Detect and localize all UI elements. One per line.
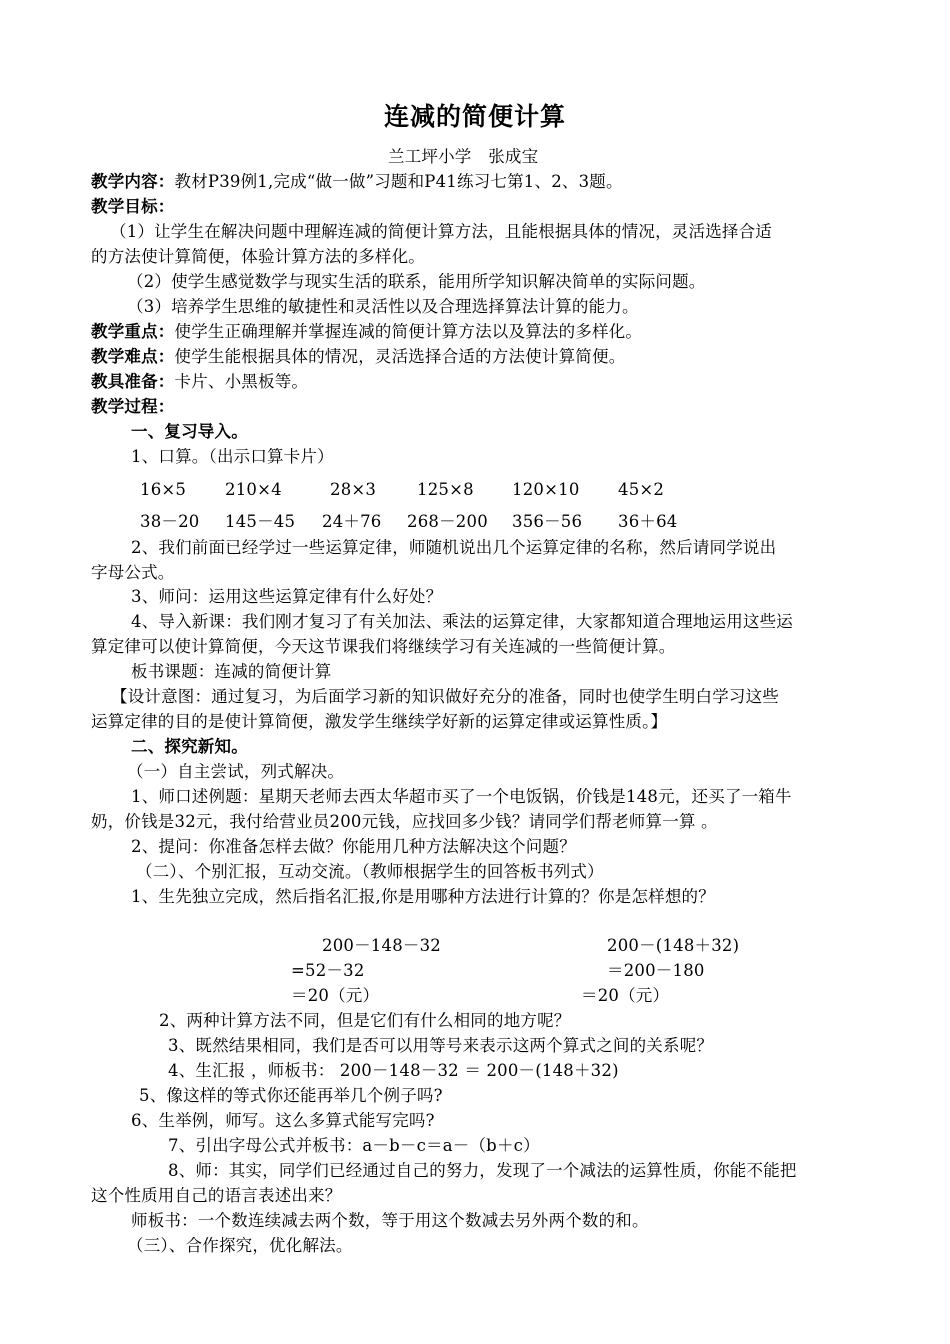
design-intent-line-2: 运算定律的目的是使计算简便，激发学生继续学好新的运算定律或运算性质。】 <box>91 712 668 731</box>
difficulty-text: 使学生能根据具体的情况，灵活选择合适的方法使计算简便。 <box>174 347 626 366</box>
materials-label: 教具准备： <box>91 372 175 391</box>
goal-2: （2）使学生感觉数学与现实生活的联系，能用所学知识解决简单的实际问题。 <box>127 272 706 291</box>
mental-item: 45×2 <box>618 480 665 499</box>
key-point-line <box>91 321 642 343</box>
mental-item: 210×4 <box>225 480 282 499</box>
content-text: 教材P39例1,完成“做一做”习题和P41练习七第1、2、3题。 <box>174 172 623 191</box>
mental-item: 268－200 <box>407 512 488 531</box>
design-intent-line-1: 【设计意图：通过复习，为后面学习新的知识做好充分的准备，同时也使学生明白学习这些 <box>111 687 779 706</box>
goal-1-line-2: 的方法使计算简便，体验计算方法的多样化。 <box>91 247 425 266</box>
goal-3: （3）培养学生思维的敏捷性和灵活性以及合理选择算法计算的能力。 <box>127 297 639 316</box>
step-7: 7、引出字母公式并板书：a－b－c＝a－（b＋c） <box>168 1136 540 1155</box>
board-property: 师板书：一个数连续减去两个数，等于用这个数减去另外两个数的和。 <box>131 1211 649 1230</box>
calc-right-step: ＝20（元） <box>581 986 670 1005</box>
subsection-3: （三）、合作探究，优化解法。 <box>127 1236 353 1255</box>
review-item-4-line-1: 4、导入新课：我们刚才复习了有关加法、乘法的运算定律，大家都知道合理地运用这些运 <box>131 612 793 631</box>
mental-item: 120×10 <box>512 480 580 499</box>
step-2: 2、两种计算方法不同，但是它们有什么相同的地方呢？ <box>159 1011 571 1030</box>
mental-item: 28×3 <box>330 480 377 499</box>
review-item-2-line-2: 字母公式。 <box>91 563 175 582</box>
example-line-1: 1、师口述例题：星期天老师去西太华超市买了一个电饭锅，价钱是148元，还买了一箱牛 <box>131 787 792 806</box>
section-1-heading: 一、复习导入。 <box>131 422 248 441</box>
step-8-line-1: 8、师：其实，同学们已经通过自己的努力，发现了一个减法的运算性质，你能不能把 <box>168 1161 797 1180</box>
mental-item: 38－20 <box>140 512 200 531</box>
step-5: 5、像这样的等式你还能再举几个例子吗? <box>139 1086 443 1105</box>
process-label: 教学过程： <box>91 397 175 416</box>
author-line: 兰工坪小学 张成宝 <box>388 147 539 166</box>
content-label: 教学内容： <box>91 172 175 191</box>
calc-right-step: ＝200－180 <box>607 961 705 980</box>
mental-item: 356－56 <box>512 512 583 531</box>
materials-text: 卡片、小黑板等。 <box>174 372 309 391</box>
question-line: 2、提问：你准备怎样去做？你能用几种方法解决这个问题？ <box>131 837 576 856</box>
calc-left-step: =52－32 <box>291 961 365 980</box>
goal-1-line-1: （1）让学生在解决问题中理解连减的简便计算方法，且能根据具体的情况，灵活选择合适 <box>110 222 772 241</box>
subsection-1: （一）自主尝试，列式解决。 <box>127 762 345 781</box>
key-point-text: 使学生正确理解并掌握连减的简便计算方法以及算法的多样化。 <box>174 322 643 341</box>
calc-left-step: ＝20（元） <box>291 986 380 1005</box>
mental-math-intro: 1、口算。（出示口算卡片） <box>131 447 334 466</box>
mental-item: 24＋76 <box>322 512 382 531</box>
step-3: 3、既然结果相同，我们是否可以用等号来表示这两个算式之间的关系呢？ <box>168 1036 714 1055</box>
review-item-2-line-1: 2、我们前面已经学过一些运算定律，师随机说出几个运算定律的名称，然后请同学说出 <box>131 538 777 557</box>
mental-item: 36＋64 <box>618 512 678 531</box>
section-2-heading: 二、探究新知。 <box>131 737 248 756</box>
review-item-4-line-2: 算定律可以使计算简便，今天这节课我们将继续学习有关连减的一些简便计算。 <box>91 637 676 656</box>
calc-right-step: 200－(148＋32) <box>607 936 740 955</box>
review-item-3: 3、师问：运用这些运算定律有什么好处？ <box>131 587 443 606</box>
example-line-2: 奶，价钱是32元，我付给营业员200元钱，应找回多少钱？请同学们帮老师算一算 。 <box>91 812 718 831</box>
subsection-2: （二）、个别汇报，互动交流。（教师根据学生的回答板书列式） <box>136 862 604 881</box>
page-title: 连减的简便计算 <box>383 102 566 131</box>
content-line <box>91 171 623 193</box>
difficulty-label: 教学难点： <box>91 347 175 366</box>
mental-item: 145－45 <box>225 512 296 531</box>
difficulty-line <box>91 346 625 368</box>
mental-item: 125×8 <box>417 480 474 499</box>
key-point-label: 教学重点： <box>91 322 175 341</box>
step-6: 6、生举例，师写。这么多算式能写完吗? <box>131 1111 435 1130</box>
goals-label: 教学目标： <box>91 197 175 216</box>
step-8-line-2: 这个性质用自己的语言表述出来？ <box>91 1186 342 1205</box>
report-line: 1、生先独立完成，然后指名汇报,你是用哪种方法进行计算的？你是怎样想的？ <box>131 887 715 906</box>
mental-item: 16×5 <box>140 480 187 499</box>
calc-left-step: 200－148－32 <box>322 936 441 955</box>
board-topic: 板书课题：连减的简便计算 <box>131 662 332 681</box>
step-4: 4、生汇报 ，师板书： 200－148－32 ＝ 200－(148＋32) <box>168 1061 619 1080</box>
materials-line <box>91 371 308 393</box>
